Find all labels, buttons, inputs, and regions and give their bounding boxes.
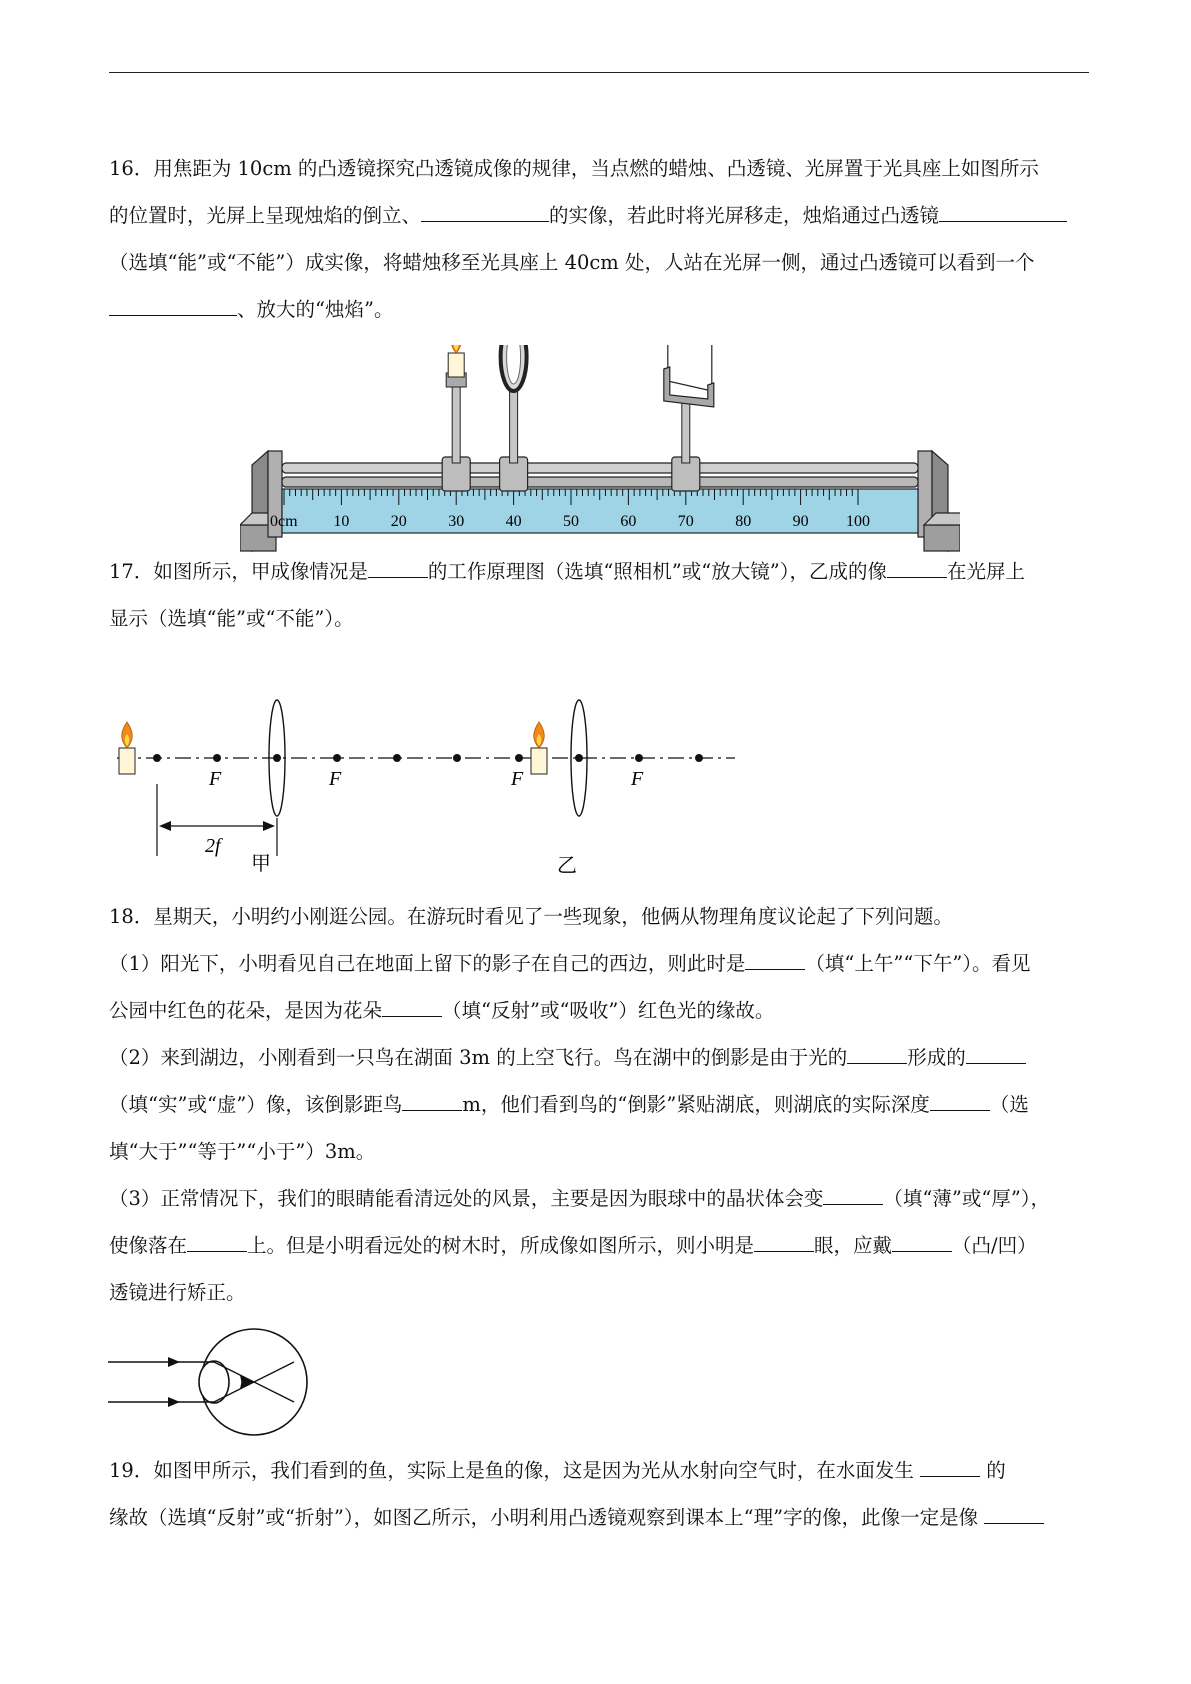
scale-tick-label: 10 <box>333 513 350 530</box>
convex-lens-icon <box>501 345 527 463</box>
blank[interactable] <box>966 1043 1026 1064</box>
blank[interactable] <box>892 1231 952 1252</box>
blank[interactable] <box>421 201 549 222</box>
light-screen-icon <box>664 345 714 463</box>
eye-diagram-figure <box>108 1322 328 1442</box>
q18-line-6: 填“大于”“等于”“小于”）3m。 <box>109 1140 376 1163</box>
header-rule <box>109 72 1089 73</box>
scale-tick-label: 0cm <box>270 513 298 530</box>
scale-tick-label: 40 <box>505 513 522 530</box>
blank[interactable] <box>382 996 442 1017</box>
blank[interactable] <box>939 201 1067 222</box>
question-19 <box>109 1447 1089 1541</box>
q18-line-8: 使像落在 上。但是小明看远处的树木时，所成像如图所示，则小明是 眼，应戴 （凸/凹） <box>109 1222 1089 1269</box>
2f-label: 2f <box>205 835 221 857</box>
lens-diagram-figure <box>105 690 755 890</box>
blank[interactable] <box>368 557 428 578</box>
q19-line-2: 缘故（选填“反射”或“折射”），如图乙所示，小明利用凸透镜观察到课本上“理”字的像，此像一定是像 <box>109 1494 1089 1541</box>
figure-label-yi: 乙 <box>557 855 577 877</box>
candle-icon <box>446 345 466 463</box>
q16-line-1: 16．用焦距为 10cm 的凸透镜探究凸透镜成像的规律，当点燃的蜡烛、凸透镜、光屏置于光具座上如图所示 <box>109 157 1039 180</box>
blank[interactable] <box>930 1090 990 1111</box>
figure-label-jia: 甲 <box>251 853 271 875</box>
blank[interactable] <box>823 1184 883 1205</box>
focal-label: F <box>631 768 644 790</box>
question-17 <box>109 548 1089 642</box>
q18-line-9: 透镜进行矫正。 <box>109 1281 246 1304</box>
blank[interactable] <box>984 1503 1044 1524</box>
candle-icon <box>119 722 135 774</box>
optical-bench-figure <box>240 345 960 571</box>
scale-tick-label: 80 <box>735 513 752 530</box>
scale-tick-label: 60 <box>620 513 637 530</box>
candle-icon <box>531 722 547 774</box>
focal-label: F <box>329 768 342 790</box>
q18-line-5: （填“实”或“虚”）像，该倒影距鸟 m，他们看到鸟的“倒影”紧贴湖底，则湖底的实际深度 （选 <box>109 1081 1089 1128</box>
blank[interactable] <box>847 1043 907 1064</box>
blank[interactable] <box>187 1231 247 1252</box>
scale-tick-label: 100 <box>846 513 870 530</box>
question-18 <box>109 893 1089 1316</box>
blank[interactable] <box>754 1231 814 1252</box>
q18-line-2: （1）阳光下，小明看见自己在地面上留下的影子在自己的西边，则此时是 （填“上午”“下午”）。看见 <box>109 940 1089 987</box>
scale-tick-label: 90 <box>792 513 809 530</box>
blank[interactable] <box>745 949 805 970</box>
scale-tick-label: 70 <box>677 513 694 530</box>
scale-tick-label: 30 <box>448 513 465 530</box>
blank[interactable] <box>109 295 237 316</box>
q19-line-1: 19．如图甲所示，我们看到的鱼，实际上是鱼的像，这是因为光从水射向空气时，在水面发生 的 <box>109 1447 1089 1494</box>
scale-tick-label: 50 <box>563 513 579 530</box>
q18-line-3: 公园中红色的花朵，是因为花朵 （填“反射”或“吸收”）红色光的缘故。 <box>109 987 1089 1034</box>
q18-line-4: （2）来到湖边，小刚看到一只鸟在湖面 3m 的上空飞行。鸟在湖中的倒影是由于光的 形成的 <box>109 1034 1089 1081</box>
q18-line-7: （3）正常情况下，我们的眼睛能看清远处的风景，主要是因为眼球中的晶状体会变 （填“薄”或“厚”）， <box>109 1175 1089 1222</box>
q17-line-2: 显示（选填“能”或“不能”）。 <box>109 607 354 630</box>
q17-line-1: 17．如图所示，甲成像情况是 的工作原理图（选填“照相机”或“放大镜”），乙成的像 在光屏上 <box>109 548 1089 595</box>
q16-line-4: 、放大的“烛焰”。 <box>109 286 1089 333</box>
focal-label: F <box>209 768 222 790</box>
q16-line-3: （选填“能”或“不能”）成实像，将蜡烛移至光具座上 40cm 处，人站在光屏一侧，通过凸透镜可以看到一个 <box>109 251 1035 274</box>
q18-line-1: 18．星期天，小明约小刚逛公园。在游玩时看见了一些现象，他俩从物理角度议论起了下列问题。 <box>109 905 953 928</box>
q16-line-2: 的位置时，光屏上呈现烛焰的倒立、 的实像，若此时将光屏移走，烛焰通过凸透镜 <box>109 192 1089 239</box>
blank[interactable] <box>887 557 947 578</box>
blank[interactable] <box>920 1456 980 1477</box>
question-16 <box>109 145 1089 333</box>
blank[interactable] <box>402 1090 462 1111</box>
scale-tick-label: 20 <box>390 513 407 530</box>
focal-label: F <box>511 768 524 790</box>
